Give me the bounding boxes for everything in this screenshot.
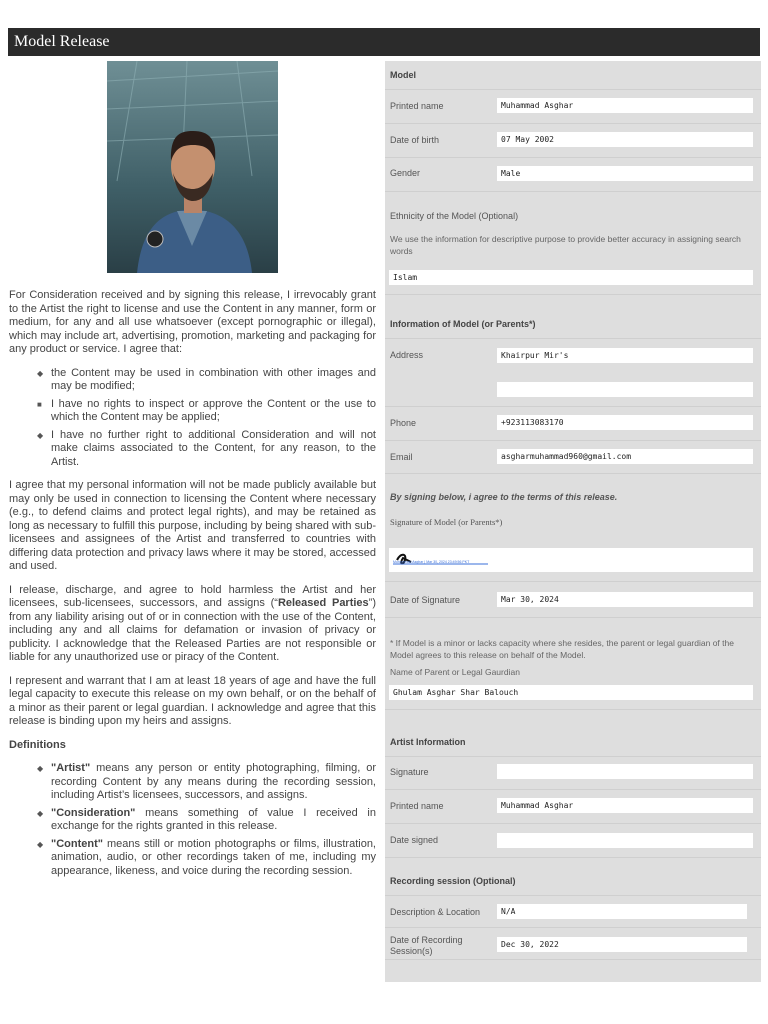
diamond-bullet-icon: ◆ [37, 839, 44, 849]
ethnicity-field[interactable]: Islam [389, 270, 753, 285]
printed-name-label: Printed name [390, 101, 444, 111]
guardian-name-field[interactable]: Ghulam Asghar Shar Balouch [389, 685, 753, 700]
divider [385, 89, 761, 90]
divider [385, 473, 761, 474]
diamond-bullet-icon: ◆ [37, 808, 44, 818]
dob-field[interactable]: 07 May 2002 [497, 132, 753, 147]
divider [385, 756, 761, 757]
artist-printed-name-label: Printed name [390, 801, 444, 811]
session-date-label: Date of Recording Session(s) [390, 935, 463, 956]
diamond-bullet-icon: ◆ [37, 430, 44, 440]
dob-label: Date of birth [390, 135, 440, 145]
diamond-bullet-icon: ◆ [37, 368, 44, 378]
artist-signature-field[interactable] [497, 764, 753, 779]
gender-field[interactable]: Male [497, 166, 753, 181]
model-signature-field[interactable] [389, 548, 753, 572]
artist-signature-label: Signature [390, 767, 429, 777]
model-photo [107, 61, 278, 273]
guardian-label: Name of Parent or Legal Gaurdian [390, 667, 520, 677]
divider [385, 581, 761, 582]
ethnicity-label: Ethnicity of the Model (Optional) [390, 211, 519, 221]
agree-list [9, 367, 376, 470]
divider [385, 157, 761, 158]
represent-paragraph: I represent and warrant that I am at least 18 years of age and have the full legal capacity to execute this release on my own behalf, or on the behalf of a minor as their parent or legal guardian. I acknowledge and agree that this release is binding upon my heirs and assigns. [9, 674, 376, 727]
signature-date-label: Date of Signature [390, 595, 461, 605]
divider [385, 406, 761, 407]
form-panel [385, 61, 761, 982]
session-desc-label: Description & Location [390, 907, 481, 917]
divider [385, 789, 761, 790]
artist-section-title: Artist Information [390, 737, 466, 747]
release-paragraph: I release, discharge, and agree to hold harmless the Artist and her licensees, sub-licensees, successors, and assigns (“Released Parties”) from any liability arising out of or in connection with the use of the Content, including any and all claims for defamation or invasion of privacy or publicity. I acknowledge that the Released Parties are not responsible or liable for any unauthorized use or piracy of the Content. [9, 583, 376, 663]
address-line-1-field[interactable]: Khairpur Mir's [497, 348, 753, 363]
divider [385, 823, 761, 824]
signature-label: Signature of Model (or Parents*) [390, 517, 503, 527]
divider [385, 927, 761, 928]
intro-paragraph: For Consideration received and by signing this release, I irrevocably grant to the Artist the right to license and use the Content in any manner, form or medium, for any and all use whatsoever (except pornographic or illegal), which may include art, advertising, promotion, marketing and packaging for any product or service. I agree that: [9, 289, 376, 355]
diamond-bullet-icon: ◆ [37, 764, 44, 773]
divider [385, 123, 761, 124]
session-section-title: Recording session (Optional) [390, 876, 516, 886]
list-item: ◆ the Content may be used in combination with other images and may be modified; [37, 366, 376, 392]
gender-label: Gender [390, 168, 421, 178]
session-desc-field[interactable]: N/A [497, 904, 747, 919]
signature-caption: Muhammad Asghar | Mar 30, 2024 23:49:56 PKT [393, 560, 470, 564]
divider [385, 959, 761, 960]
info-section-title: Information of Model (or Parents*) [390, 319, 536, 329]
square-bullet-icon: ■ [37, 399, 42, 409]
list-item: ◆ "Content" means still or motion photographs or films, illustration, animation, audio, or other recordings taken of me, including my appearance, likeness, and voice during the recording session. [37, 837, 376, 877]
model-photo-image [107, 61, 278, 273]
list-item: ◆ "Artist" means any person or entity photographing, filming, or recording Content by any means during the recording session, including Artist’s licensees, successors, and assigns. [37, 762, 376, 801]
phone-field[interactable]: +923113083170 [497, 415, 753, 430]
list-item: ■ I have no rights to inspect or approve the Content or the use to which the Content may be applied; [37, 397, 376, 423]
divider [385, 440, 761, 441]
definitions-heading: Definitions [9, 738, 66, 751]
divider [385, 895, 761, 896]
divider [385, 857, 761, 858]
divider [385, 191, 761, 192]
list-item: ◆ I have no further right to additional Consideration and will not make claims associated to the Content, for any reason, to the Artist. [37, 428, 376, 468]
signature-date-field[interactable]: Mar 30, 2024 [497, 592, 753, 607]
address-line-2-field[interactable] [497, 382, 753, 397]
ethnicity-help: We use the information for descriptive purpose to provide better accuracy in assigning search words [390, 234, 741, 256]
privacy-paragraph: I agree that my personal information will not be made publicly available but may only be used in connection to licensing the Content where necessary (e.g., to defend claims and protect legal rights), and may be retained as long as necessary to fulfill this purpose, including by being shared with sub-licensees and assignees of the Artist and transferred to countries with differing data protection and privacy laws where it may be stored, accessed and used. [9, 479, 376, 572]
minor-note: * If Model is a minor or lacks capacity where she resides, the parent or legal guardian of the Model agrees to this release on behalf of the Model. [390, 638, 734, 660]
printed-name-field[interactable]: Muhammad Asghar [497, 98, 753, 113]
session-date-field[interactable]: Dec 30, 2022 [497, 937, 747, 952]
terms-column [9, 289, 376, 888]
artist-date-label: Date signed [390, 835, 439, 845]
divider [385, 709, 761, 710]
model-section-title: Model [390, 70, 416, 80]
agree-statement: By signing below, i agree to the terms of this release. [390, 492, 618, 502]
email-field[interactable]: asgharmuhammad960@gmail.com [497, 449, 753, 464]
email-label: Email [390, 452, 413, 462]
list-item: ◆ "Consideration" means something of value I received in exchange for the rights granted in this release. [37, 806, 376, 832]
divider [385, 294, 761, 295]
address-label: Address [390, 350, 424, 360]
artist-date-field[interactable] [497, 833, 753, 848]
definitions-list [9, 762, 376, 878]
phone-label: Phone [390, 418, 417, 428]
artist-printed-name-field[interactable]: Muhammad Asghar [497, 798, 753, 813]
page-title: Model Release [8, 28, 760, 56]
divider [385, 338, 761, 339]
divider [385, 617, 761, 618]
